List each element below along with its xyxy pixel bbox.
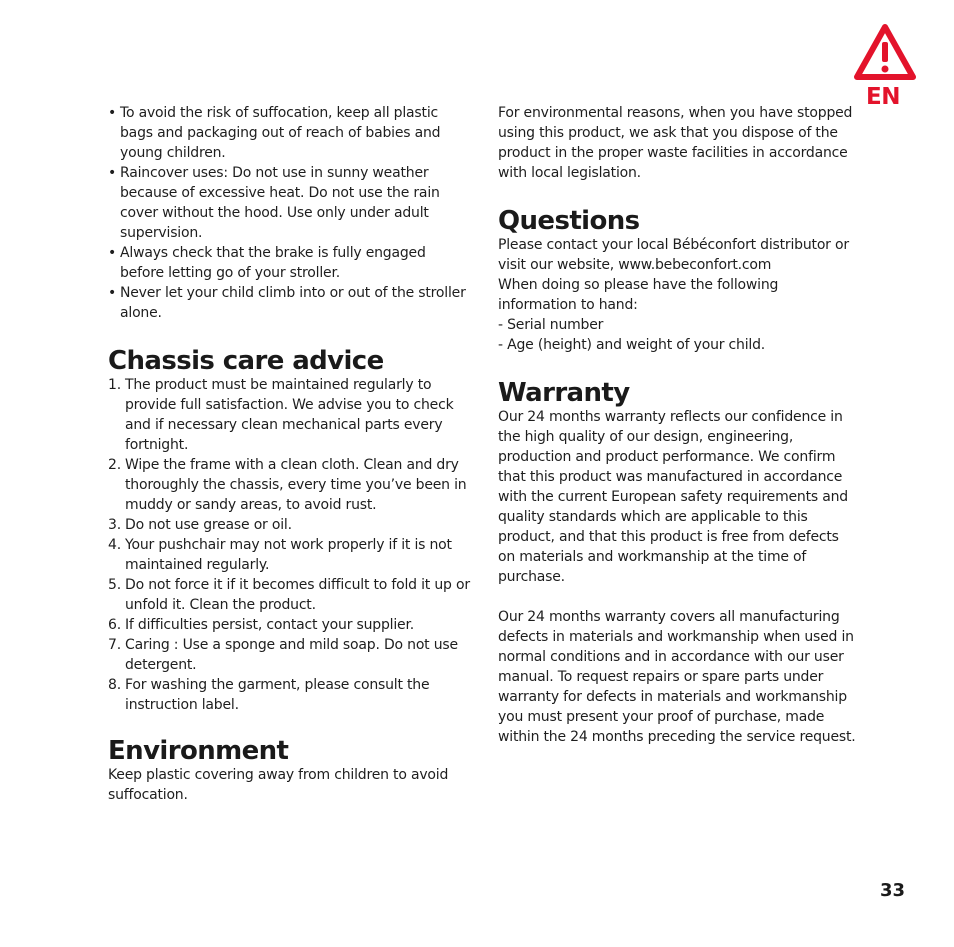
list-item: 2. Wipe the frame with a clean cloth. Clean and dry thoroughly the chassis, every time you’ve been in muddy or sandy areas, to avoid rust. — [108, 457, 467, 513]
warranty-heading: Warranty — [498, 378, 630, 408]
paragraph-gap — [498, 587, 860, 607]
questions-age-text: - Age (height) and weight of your child. — [498, 337, 766, 353]
warning-triangle-icon — [852, 22, 918, 84]
bullet-icon: • — [108, 285, 117, 301]
list-item: • Always check that the brake is fully engaged before letting go of your stroller. — [108, 245, 426, 281]
environment-heading: Environment — [108, 736, 289, 766]
bullet-icon: • — [108, 105, 117, 121]
chassis-care-list — [108, 375, 470, 715]
list-item: 4. Your pushchair may not work properly if it is not maintained regularly. — [108, 537, 452, 573]
bullet-icon: • — [108, 245, 117, 261]
list-item: • To avoid the risk of suffocation, keep all plastic bags and packaging out of reach of babies and young children. — [108, 105, 441, 161]
safety-bullet-list — [108, 103, 470, 323]
bullet-icon: • — [108, 165, 117, 181]
questions-heading: Questions — [498, 206, 640, 236]
list-item: 6. If difficulties persist, contact your supplier. — [108, 617, 414, 633]
chassis-care-heading: Chassis care advice — [108, 346, 384, 376]
questions-contact-text: Please contact your local Bébéconfort distributor or visit our website, www.bebeconfort.com — [498, 237, 849, 273]
disposal-text: For environmental reasons, when you have stopped using this product, we ask that you dispose of the product in the proper waste facilities in accordance with local legislation. — [498, 105, 853, 181]
list-item: • Never let your child climb into or out of the stroller alone. — [108, 285, 466, 321]
left-column — [108, 103, 470, 805]
list-item: 8. For washing the garment, please consult the instruction label. — [108, 677, 430, 713]
environment-text: Keep plastic covering away from children to avoid suffocation. — [108, 767, 449, 803]
questions-info-text: When doing so please have the following information to hand: — [498, 277, 779, 313]
page-number: 33 — [880, 880, 906, 901]
warranty-paragraph-1: Our 24 months warranty reflects our confidence in the high quality of our design, engineering, production and product performance. We confirm that this product was manufactured in accordance with the current European safety requirements and quality standards which are applicable to this product, and that this product is free from defects on materials and workmanship at the time of purchase. — [498, 409, 848, 585]
list-item: 3. Do not use grease or oil. — [108, 517, 292, 533]
list-item: 7. Caring : Use a sponge and mild soap. Do not use detergent. — [108, 637, 458, 673]
questions-serial-text: - Serial number — [498, 317, 604, 333]
list-item: • Raincover uses: Do not use in sunny weather because of excessive heat. Do not use the rain cover without the hood. Use only under adult supervision. — [108, 165, 440, 241]
language-label: EN — [866, 84, 900, 110]
list-item: 1. The product must be maintained regularly to provide full satisfaction. We advise you to check and if necessary clean mechanical parts every fortnight. — [108, 377, 454, 453]
right-column — [498, 103, 860, 747]
warranty-paragraph-2: Our 24 months warranty covers all manufacturing defects in materials and workmanship when used in normal conditions and in accordance with our user manual. To request repairs or spare parts under warranty for defects in materials and workmanship you must present your proof of purchase, made within the 24 months preceding the service request. — [498, 609, 856, 745]
list-item: 5. Do not force it if it becomes difficult to fold it up or unfold it. Clean the product. — [108, 577, 470, 613]
